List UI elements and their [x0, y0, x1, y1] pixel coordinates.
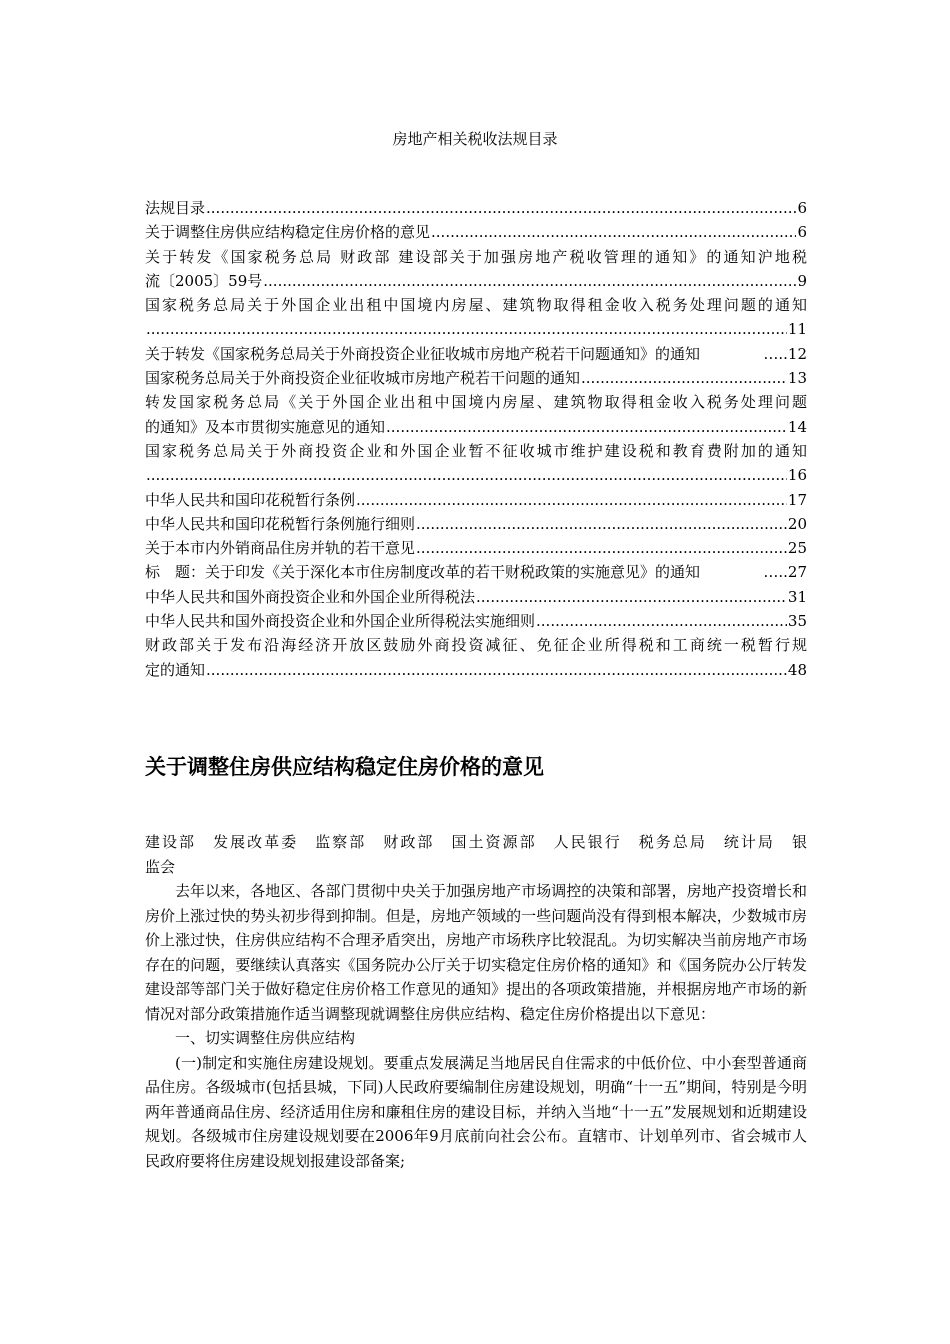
toc-page-number: 6 — [797, 223, 807, 242]
toc-entry[interactable] — [145, 609, 807, 633]
toc-entry[interactable] — [145, 220, 807, 244]
toc-leader — [206, 196, 796, 220]
issuing-agencies-line-2: 监会 — [145, 857, 176, 876]
toc-page-number: 16 — [787, 466, 807, 485]
toc-leader — [476, 585, 787, 609]
paragraph: 一、切实调整住房供应结构 — [175, 1029, 356, 1047]
toc-entry[interactable] — [145, 342, 807, 366]
toc-entry-title: 中华人民共和国外商投资企业和外国企业所得税法实施细则 — [145, 612, 536, 631]
toc-leader — [146, 317, 787, 341]
toc-leader — [536, 609, 787, 633]
toc-page-number: 13 — [787, 369, 807, 388]
toc-entry-title: 法规目录 — [145, 199, 206, 217]
toc-entry[interactable] — [145, 390, 807, 439]
toc-entry-title: 中华人民共和国印花税暂行条例 — [145, 490, 356, 509]
section-heading: 关于调整住房供应结构稳定住房价格的意见 — [145, 754, 544, 779]
toc-page-number: 31 — [787, 587, 807, 606]
toc-entry[interactable] — [145, 560, 807, 584]
section-body — [145, 830, 807, 1173]
toc-page-number: 14 — [787, 417, 807, 436]
issuing-agencies-line: 建设部 发展改革委 监察部 财政部 国土资源部 人民银行 税务总局 统计局 银 — [145, 833, 807, 851]
toc-entry[interactable] — [145, 366, 807, 390]
toc-leader — [206, 658, 787, 682]
toc-entry-text-lead: 关于转发《国家税务总局 财政部 建设部关于加强房地产税收管理的通知》的通知沪地税 — [145, 247, 807, 266]
toc-entry[interactable] — [145, 488, 807, 512]
paragraph: 去年以来，各地区、各部门贯彻中央关于加强房地产市场调控的决策和部署，房地产投资增长和房价上涨过快的势头初步得到抑制。但是，房地产领域的一些问题尚没有得到根本解决，少数城市房价上涨过快，住房供应结构不合理矛盾突出，房地产市场秩序比较混乱。为切实解决当前房地产市场存在的问题，要继续认真落实《国务院办公厅关于切实稳定住房价格的通知》和《国务院办公厅转发建设部等部门关于做好稳定住房价格工作意见的通知》提出的各项政策措施，并根据房地产市场的新情况对部分政策措施作适当调整现就调整住房供应结构、稳定住房价格提出以下意见： — [145, 882, 807, 1023]
toc-entry[interactable] — [145, 585, 807, 609]
toc-entry-text-lead: 国家税务总局关于外国企业出租中国境内房屋、建筑物取得租金收入税务处理问题的通知 — [145, 296, 807, 315]
toc-entry[interactable] — [145, 439, 807, 488]
paragraph: (一)制定和实施住房建设规划。要重点发展满足当地居民自住需求的中低价位、中小套型普通商品住房。各级城市(包括县城，下同)人民政府要编制住房建设规划，明确“十一五”期间，特别是今明两年普通商品住房、经济适用住房和廉租住房的建设目标，并纳入当地“十一五”发展规划和近期建设规划。各级城市住房建设规划要在2006年9月底前向社会公布。直辖市、计划单列市、省会城市人民政府要将住房建设规划报建设部备案; — [145, 1053, 807, 1170]
toc-leader — [386, 415, 787, 439]
toc-entry-title: 国家税务总局关于外商投资企业征收城市房地产税若干问题的通知 — [145, 369, 581, 388]
toc-entry-title: 中华人民共和国印花税暂行条例施行细则 — [145, 514, 416, 533]
toc-page-number: 27 — [787, 563, 807, 582]
toc-entry[interactable] — [145, 196, 807, 220]
toc-leader — [431, 220, 796, 244]
toc-entry-text-lead: 国家税务总局关于外商投资企业和外国企业暂不征收城市维护建设税和教育费附加的通知 — [145, 441, 807, 460]
toc-entry[interactable] — [145, 536, 807, 560]
document-title: 房地产相关税收法规目录 — [392, 130, 558, 148]
toc-leader — [416, 512, 787, 536]
toc-page-number: 17 — [787, 490, 807, 509]
toc-page-number: 9 — [797, 271, 807, 290]
toc-entry[interactable] — [145, 293, 807, 342]
toc-entry[interactable] — [145, 512, 807, 536]
toc-page-number: 35 — [787, 612, 807, 631]
toc-leader: ….. — [763, 563, 788, 582]
toc-entry-title: 中华人民共和国外商投资企业和外国企业所得税法 — [145, 587, 476, 606]
toc-page-number: 25 — [787, 539, 807, 558]
toc-leader — [146, 463, 787, 487]
toc-leader — [263, 269, 796, 293]
toc-leader — [356, 488, 787, 512]
table-of-contents — [145, 196, 807, 682]
toc-page-number: 20 — [787, 514, 807, 533]
toc-leader — [581, 366, 787, 390]
toc-page-number: 48 — [787, 660, 807, 679]
toc-entry-title: 定的通知 — [145, 660, 206, 679]
toc-entry-title: 流〔2005〕59号 — [145, 271, 263, 290]
toc-page-number: 11 — [787, 320, 807, 339]
toc-page-number: 6 — [797, 199, 807, 217]
toc-entry-title: 关于转发《国家税务总局关于外商投资企业征收城市房地产税若干问题通知》的通知 — [145, 344, 701, 363]
toc-entry-text-lead: 财政部关于发布沿海经济开放区鼓励外商投资减征、免征企业所得税和工商统一税暂行规 — [145, 636, 807, 655]
toc-entry-title: 标 题：关于印发《关于深化本市住房制度改革的若干财税政策的实施意见》的通知 — [145, 563, 701, 582]
toc-entry[interactable] — [145, 633, 807, 682]
toc-entry-title: 关于调整住房供应结构稳定住房价格的意见 — [145, 223, 431, 242]
toc-leader — [416, 536, 787, 560]
toc-leader: ….. — [763, 344, 788, 363]
toc-entry-title: 关于本市内外销商品住房并轨的若干意见 — [145, 539, 416, 558]
toc-entry-text-lead: 转发国家税务总局《关于外国企业出租中国境内房屋、建筑物取得租金收入税务处理问题 — [145, 393, 807, 412]
toc-entry-title: 的通知》及本市贯彻实施意见的通知 — [145, 417, 386, 436]
toc-page-number: 12 — [787, 344, 807, 363]
toc-entry[interactable] — [145, 245, 807, 294]
